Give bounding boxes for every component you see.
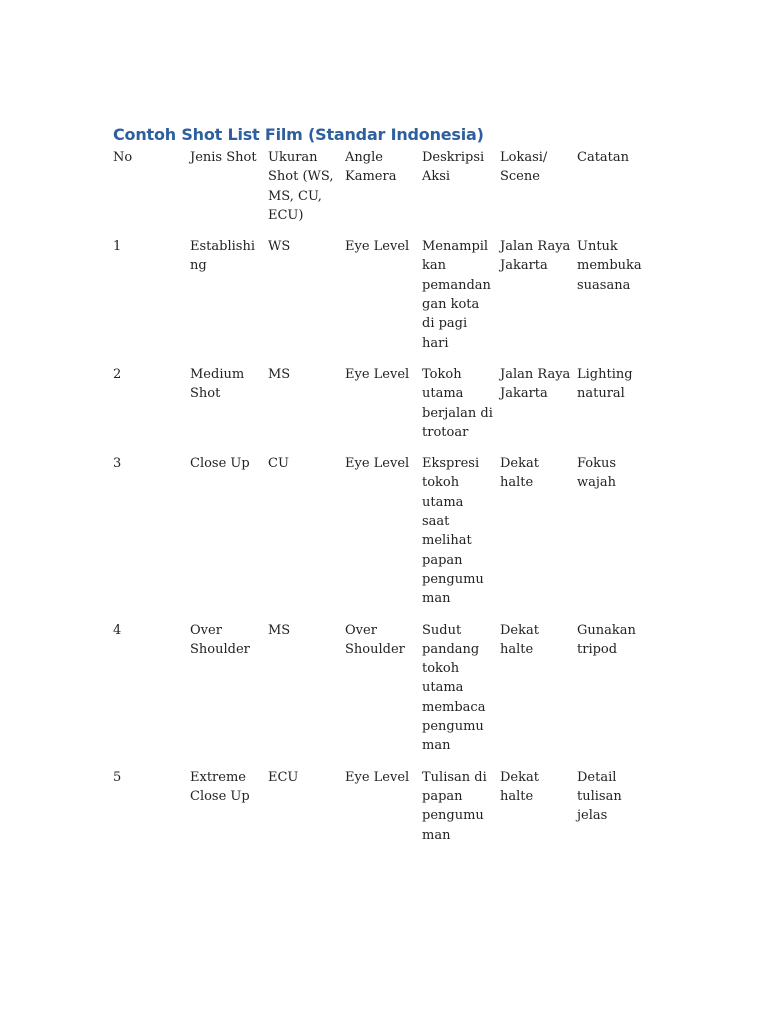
cell-no: 5 (113, 769, 122, 785)
table-row (113, 237, 653, 365)
cell-no: 4 (113, 622, 122, 638)
cell-catatan: Detail tulisan jelas (577, 769, 622, 824)
cell-jenis-shot: Close Up (190, 456, 250, 472)
cell-ukuran-shot: CU (268, 456, 289, 472)
cell-no: 3 (113, 456, 122, 472)
header-deskripsi-aksi: Deskripsi Aksi (422, 150, 485, 185)
cell-lokasi-scene: Jalan Raya Jakarta (500, 239, 571, 274)
cell-ukuran-shot: MS (268, 622, 291, 638)
cell-jenis-shot: Extreme Close Up (190, 769, 250, 804)
cell-angle-kamera: Over Shoulder (345, 622, 405, 657)
cell-ukuran-shot: WS (268, 239, 291, 255)
cell-jenis-shot: Medium Shot (190, 366, 245, 402)
table-header-row (113, 148, 653, 237)
cell-lokasi-scene: Jalan Raya Jakarta (500, 366, 571, 402)
cell-jenis-shot: Establishing (190, 239, 255, 274)
cell-deskripsi-aksi: Menampilkan pemandangan kota di pagi hari (422, 239, 491, 351)
cell-jenis-shot: Over Shoulder (190, 622, 250, 657)
cell-lokasi-scene: Dekat halte (500, 622, 539, 657)
table-row (113, 621, 653, 768)
header-angle-kamera: Angle Kamera (345, 150, 397, 185)
document-title: Contoh Shot List Film (Standar Indonesia) (113, 125, 484, 144)
cell-deskripsi-aksi: Sudut pandang tokoh utama membaca pengumuman (422, 622, 486, 754)
cell-deskripsi-aksi: Ekspresi tokoh utama saat melihat papan pengumuman (422, 456, 484, 607)
cell-ukuran-shot: ECU (268, 769, 299, 785)
table-row (113, 365, 653, 454)
header-catatan: Catatan (577, 150, 630, 165)
cell-no: 1 (113, 239, 122, 255)
cell-deskripsi-aksi: Tulisan di papan pengumuman (422, 769, 487, 843)
header-ukuran-shot: Ukuran Shot (WS, MS, CU, ECU) (268, 150, 334, 223)
document-page (113, 124, 653, 857)
table-row (113, 768, 653, 857)
cell-lokasi-scene: Dekat halte (500, 769, 539, 804)
cell-no: 2 (113, 366, 122, 382)
header-lokasi-scene: Lokasi/ Scene (500, 150, 548, 185)
header-jenis-shot: Jenis Shot (190, 150, 257, 165)
cell-ukuran-shot: MS (268, 366, 291, 382)
cell-angle-kamera: Eye Level (345, 366, 410, 382)
cell-catatan: Untuk membuka suasana (577, 239, 642, 293)
shot-list-table (113, 148, 653, 857)
header-no: No (113, 150, 133, 165)
table-row (113, 454, 653, 620)
cell-catatan: Fokus wajah (577, 456, 617, 491)
cell-angle-kamera: Eye Level (345, 239, 410, 255)
cell-angle-kamera: Eye Level (345, 769, 410, 785)
cell-deskripsi-aksi: Tokoh utama berjalan di trotoar (422, 366, 493, 440)
cell-catatan: Lighting natural (577, 366, 633, 402)
cell-catatan: Gunakan tripod (577, 622, 636, 657)
cell-angle-kamera: Eye Level (345, 456, 410, 472)
cell-lokasi-scene: Dekat halte (500, 456, 539, 491)
